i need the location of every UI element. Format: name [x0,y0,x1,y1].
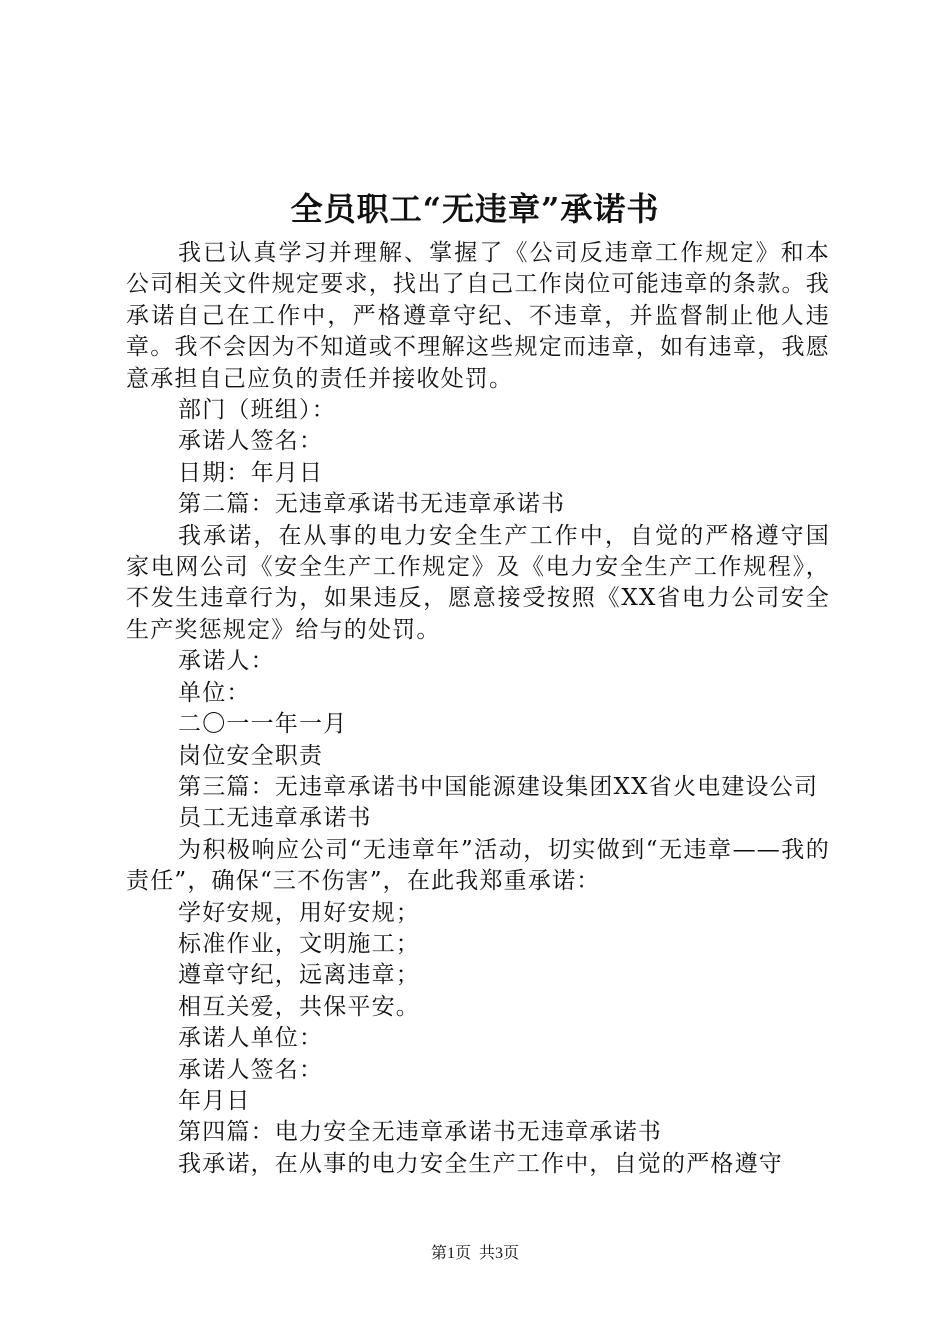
document-title: 全员职工“无违章”承诺书 [290,190,660,228]
paragraph: 岗位安全职责 [178,742,324,769]
page-total: 共3页 [479,1245,520,1262]
paragraph: 我承诺，在从事的电力安全生产工作中，自觉的严格遵守 [178,1150,783,1177]
paragraph: 部门（班组）： [178,397,336,424]
paragraph: 第三篇：无违章承诺书中国能源建设集团XX省火电建设公司 [178,773,819,800]
paragraph: 第四篇：电力安全无违章承诺书无违章承诺书 [178,1119,662,1146]
page-footer [0,1242,950,1266]
paragraph: 为积极响应公司“无违章年”活动，切实做到“无违章——我的责任”，确保“三不伤害”，在此我郑重承诺： [126,836,830,895]
paragraph: 第二篇：无违章承诺书无违章承诺书 [178,491,566,518]
paragraph: 年月日 [178,1087,251,1114]
paragraph: 承诺人单位： [178,1025,324,1052]
paragraph: 承诺人： [178,648,275,675]
paragraph: 日期：年月日 [178,459,324,486]
paragraph: 承诺人签名： [178,1056,324,1083]
page-number: 第1页 [430,1245,471,1262]
paragraph: 遵章守纪，远离违章； [178,962,420,989]
paragraph: 员工无违章承诺书 [178,805,372,832]
paragraph: 我已认真学习并理解、掌握了《公司反违章工作规定》和本公司相关文件规定要求，找出了自己工作岗位可能违章的条款。我承诺自己在工作中，严格遵章守纪、不违章，并监督制止他人违章。我不会因为不知道或不理解这些规定而违章，如有违章，我愿意承担自己应负的责任并接收处罚。 [126,240,830,392]
paragraph: 我承诺，在从事的电力安全生产工作中，自觉的严格遵守国家电网公司《安全生产工作规定》及《电力安全生产工作规程》，不发生违章行为，如果违反，愿意接受按照《XX省电力公司安全生产奖惩规定》给与的处罚。 [126,522,830,643]
paragraph: 学好安规，用好安规； [178,899,420,926]
document-body [126,238,830,1180]
paragraph: 相互关爱，共保平安。 [178,993,420,1020]
paragraph: 标准作业，文明施工； [178,930,420,957]
paragraph: 二〇一一年一月 [178,711,348,738]
paragraph: 单位： [178,679,251,706]
paragraph: 承诺人签名： [178,428,324,455]
